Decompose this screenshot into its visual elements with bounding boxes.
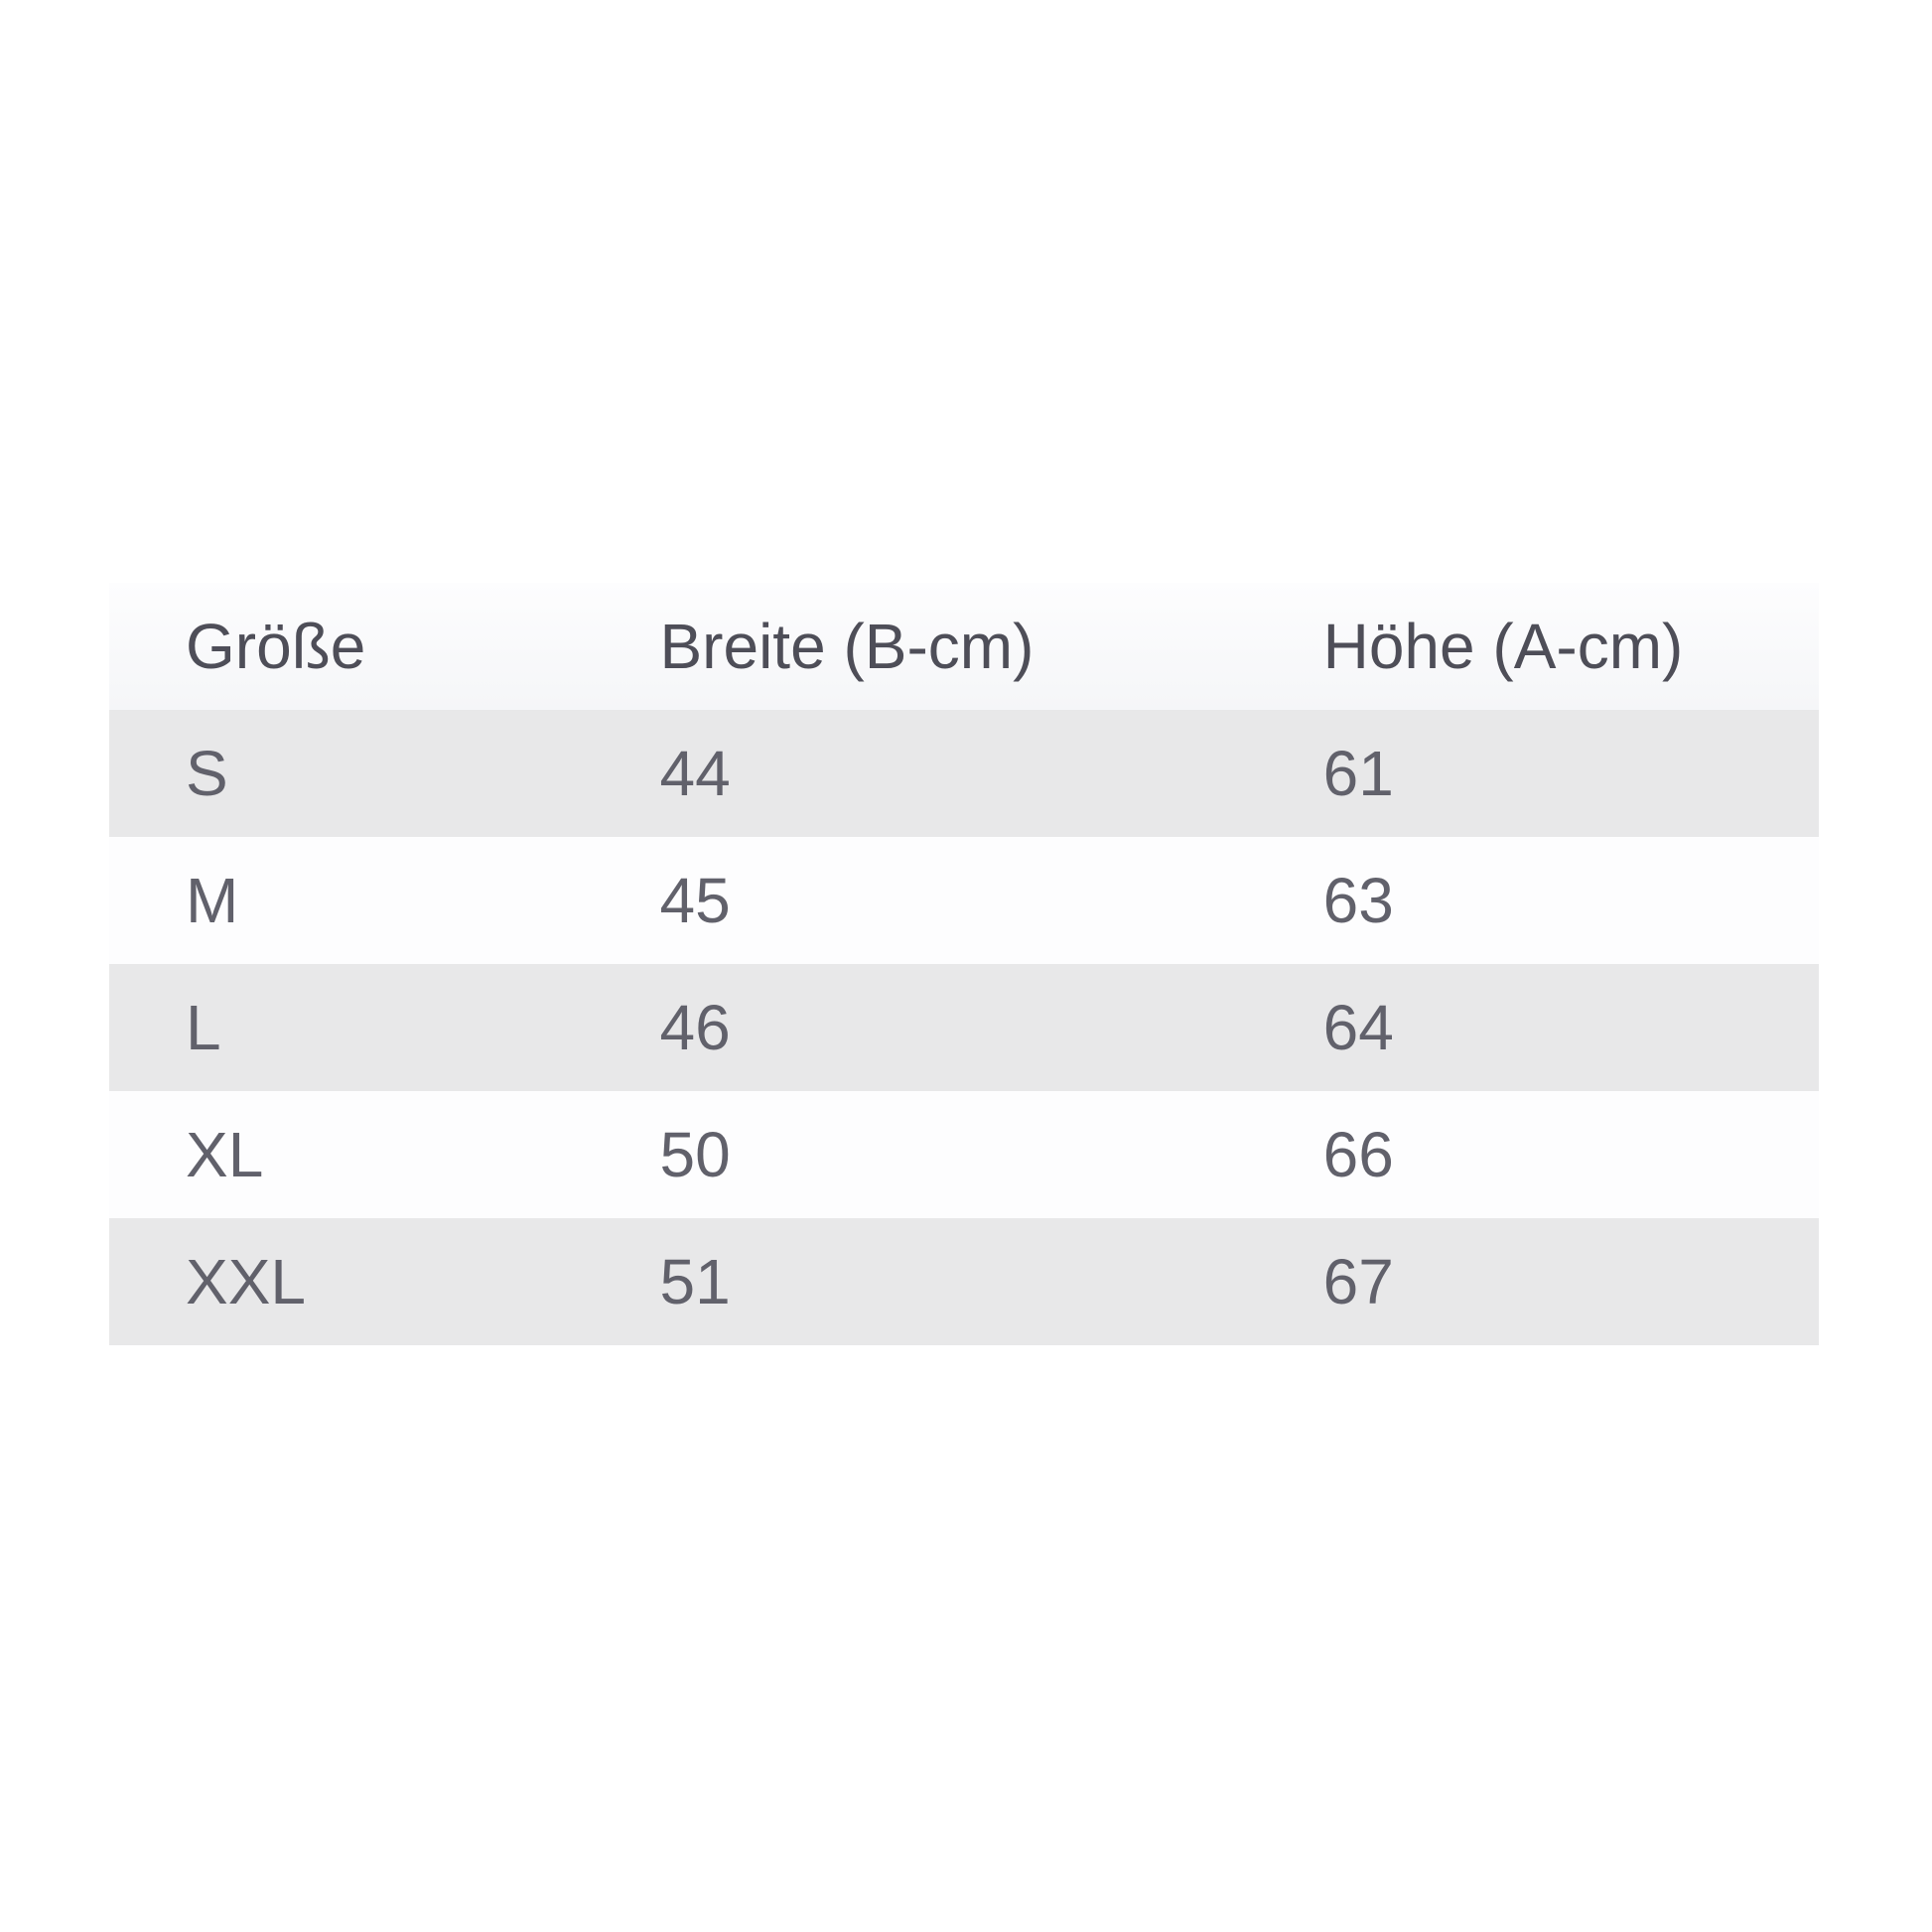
size-cell: XL [186,1119,264,1190]
size-cell: XXL [186,1246,306,1317]
hoehe-cell: 67 [1322,1246,1394,1317]
table-row-xl [109,1091,1819,1218]
hoehe-cell: 61 [1322,738,1394,809]
breite-cell: 50 [659,1119,731,1190]
column-header-hoehe: Höhe (A-cm) [1322,611,1684,682]
table-row-s [109,710,1819,837]
size-chart-table [109,583,1819,1345]
breite-cell: 46 [659,992,731,1063]
breite-cell: 44 [659,738,731,809]
column-header-breite: Breite (B-cm) [659,611,1035,682]
table-row-l [109,964,1819,1091]
size-cell: M [186,865,239,936]
size-chart [109,583,1819,1345]
column-header-groesse: Größe [186,611,366,682]
table-row-xxl [109,1218,1819,1345]
size-cell: L [186,992,221,1063]
hoehe-cell: 64 [1322,992,1394,1063]
breite-cell: 51 [659,1246,731,1317]
size-cell: S [186,738,228,809]
breite-cell: 45 [659,865,731,936]
header-row [109,583,1819,710]
hoehe-cell: 66 [1322,1119,1394,1190]
hoehe-cell: 63 [1322,865,1394,936]
size-chart-body [109,710,1819,1345]
table-row-m [109,837,1819,964]
size-chart-header [109,583,1819,710]
